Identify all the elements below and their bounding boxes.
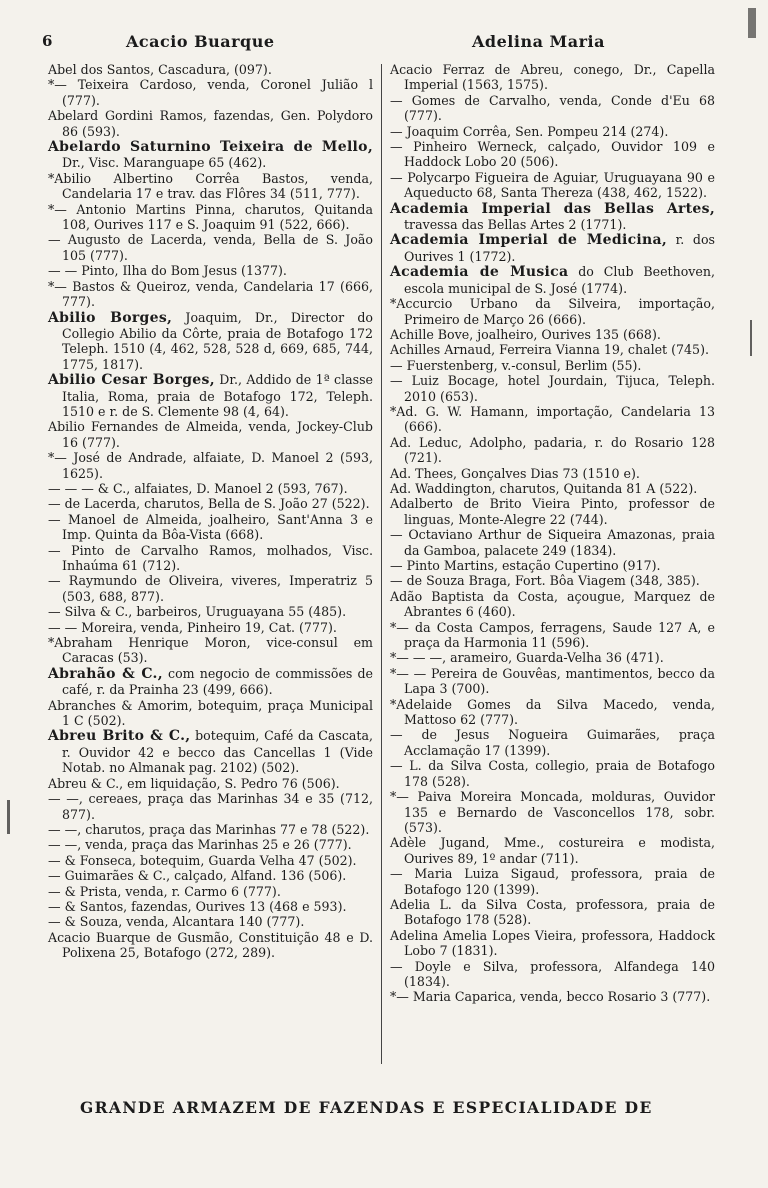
- entry-text: *— Teixeira Cardoso, venda, Coronel Julião l (777).: [48, 77, 373, 108]
- entry-text: Dr., Visc. Maranguape 65 (462).: [62, 155, 267, 171]
- entry-text: — Gomes de Carvalho, venda, Conde d'Eu 68 (777).: [390, 92, 715, 124]
- directory-entry: [390, 928, 715, 959]
- entry-text: Abilio Fernandes de Almeida, venda, Jockey-Club 16 (777).: [48, 419, 373, 450]
- column-divider: [381, 64, 382, 1064]
- entry-text: — de Souza Braga, Fort. Bôa Viagem (348, 385).: [390, 573, 700, 589]
- directory-entry: [48, 914, 373, 929]
- entry-text: com negocio de commissões de café, r. da Prainha 23 (499, 666).: [62, 665, 374, 698]
- entry-text: *Adelaide Gomes da Silva Macedo, venda, Mattoso 62 (777).: [390, 696, 715, 728]
- directory-entry: [48, 604, 373, 619]
- ink-mark: [7, 800, 10, 834]
- entry-text: — & Prista, venda, r. Carmo 6 (777).: [48, 883, 281, 899]
- entry-text: — Polycarpo Figueira de Aguiar, Uruguayana 90 e Aqueducto 68, Santa Thereza (438, 462, 1522).: [390, 169, 715, 201]
- directory-entry: [48, 791, 373, 822]
- entry-text: — Doyle e Silva, professora, Alfandega 140 (1834).: [390, 958, 715, 989]
- directory-entry: [390, 758, 715, 789]
- directory-entry: [390, 139, 715, 170]
- entry-text: — —, venda, praça das Marinhas 25 e 26 (777).: [48, 837, 352, 853]
- directory-entry: [390, 481, 715, 496]
- entry-text: — —, charutos, praça das Marinhas 77 e 78 (522).: [48, 821, 370, 837]
- entry-text: — de Lacerda, charutos, Bella de S. João 27 (522).: [48, 496, 370, 512]
- directory-entry: [48, 837, 373, 852]
- directory-entry: [390, 296, 715, 327]
- entry-text: Abreu & C., em liquidação, S. Pedro 76 (506).: [48, 775, 340, 791]
- entry-text: *Abilio Albertino Corrêa Bastos, venda, Candelaria 17 e trav. das Flôres 34 (511, 777).: [48, 170, 373, 202]
- directory-entry: [48, 77, 373, 108]
- directory-entry: [48, 698, 373, 729]
- entry-text: Abel dos Santos, Cascadura, (097).: [48, 62, 272, 77]
- entry-name-bold: Abilio Cesar Borges,: [48, 372, 215, 389]
- directory-entry: [48, 728, 373, 775]
- directory-entry: [390, 789, 715, 835]
- page-header: [42, 32, 728, 54]
- entry-text: Adelia L. da Silva Costa, professora, praia de Botafogo 178 (528).: [390, 896, 715, 928]
- entry-text: — — — & C., alfaiates, D. Manoel 2 (593, 767).: [48, 480, 348, 496]
- directory-entry: [390, 620, 715, 651]
- entry-text: *— Paiva Moreira Moncada, molduras, Ouvidor 135 e Bernardo de Vasconcellos 178, sobr. (573).: [390, 789, 715, 835]
- left-column: [48, 62, 373, 961]
- directory-entry: [48, 853, 373, 868]
- directory-entry: [390, 496, 715, 527]
- entry-text: Adèle Jugand, Mme., costureira e modista, Ourives 89, 1º andar (711).: [390, 835, 715, 866]
- directory-entry: [390, 866, 715, 897]
- directory-entry: [390, 373, 715, 404]
- directory-entry: [48, 481, 373, 496]
- entry-text: Ad. Leduc, Adolpho, padaria, r. do Rosario 128 (721).: [390, 434, 715, 466]
- entry-text: Abranches & Amorim, botequim, praça Municipal 1 C (502).: [48, 697, 373, 729]
- entry-text: — Silva & C., barbeiros, Uruguayana 55 (485).: [48, 604, 347, 620]
- directory-entry: [390, 897, 715, 928]
- entry-text: Acacio Ferraz de Abreu, conego, Dr., Capella Imperial (1563, 1575).: [390, 62, 715, 93]
- directory-entry: [390, 650, 715, 665]
- directory-entry: [48, 171, 373, 202]
- directory-entry: [48, 496, 373, 511]
- entry-text: — Augusto de Lacerda, venda, Bella de S. João 105 (777).: [48, 232, 373, 263]
- directory-entry: [48, 776, 373, 791]
- directory-entry: [390, 327, 715, 342]
- entry-text: — Octaviano Arthur de Siqueira Amazonas, praia da Gamboa, palacete 249 (1834).: [390, 527, 715, 558]
- entry-text: — Luiz Bocage, hotel Jourdain, Tijuca, Teleph. 2010 (653).: [390, 373, 715, 404]
- entry-text: travessa das Bellas Artes 2 (1771).: [404, 217, 627, 233]
- ink-mark: [750, 320, 752, 356]
- header-left-title: Acacio Buarque: [126, 32, 275, 51]
- directory-entry: [48, 232, 373, 263]
- directory-entry: [390, 170, 715, 201]
- entry-text: Abelard Gordini Ramos, fazendas, Gen. Polydoro 86 (593).: [48, 108, 373, 139]
- directory-entry: [390, 404, 715, 435]
- entry-text: *— — Pereira de Gouvêas, mantimentos, becco da Lapa 3 (700).: [390, 665, 715, 697]
- directory-entry: [48, 263, 373, 278]
- entry-text: — — Moreira, venda, Pinheiro 19, Cat. (777).: [48, 619, 337, 635]
- directory-entry: [390, 466, 715, 481]
- entry-text: — Pinto de Carvalho Ramos, molhados, Visc. Inhaúma 61 (712).: [48, 542, 373, 573]
- entry-name-bold: Academia Imperial das Bellas Artes,: [390, 200, 715, 217]
- right-column: [390, 62, 715, 1005]
- entry-text: *— José de Andrade, alfaiate, D. Manoel 2 (593, 1625).: [48, 450, 373, 481]
- ink-blot: [748, 8, 756, 38]
- entry-text: — de Jesus Nogueira Guimarães, praça Acclamação 17 (1399).: [390, 727, 715, 758]
- entry-text: *Ad. G. W. Hamann, importação, Candelaria 13 (666).: [390, 403, 715, 435]
- entry-text: — Pinheiro Werneck, calçado, Ouvidor 109 e Haddock Lobo 20 (506).: [390, 139, 715, 170]
- entry-text: do Club Beethoven, escola municipal de S. José (1774).: [404, 264, 715, 296]
- directory-entry: [390, 835, 715, 866]
- entry-text: *— Bastos & Queiroz, venda, Candelaria 17 (666, 777).: [48, 278, 373, 310]
- entry-text: Acacio Buarque de Gusmão, Constituição 48 e D. Polixena 25, Botafogo (272, 289).: [48, 929, 373, 961]
- directory-entry: [48, 419, 373, 450]
- directory-entry: [48, 666, 373, 698]
- entry-text: — Guimarães & C., calçado, Alfand. 136 (506).: [48, 868, 347, 884]
- entry-text: Adelina Amelia Lopes Vieira, professora, Haddock Lobo 7 (1831).: [390, 927, 715, 959]
- entry-text: Dr., Addido de 1ª classe Italia, Roma, praia de Botafogo 172, Teleph. 1510 e r. de S. Clemente 98 (4, 64).: [62, 372, 373, 419]
- directory-entry: [48, 279, 373, 310]
- directory-entry: [390, 342, 715, 357]
- entry-text: Adão Baptista da Costa, açougue, Marquez de Abrantes 6 (460).: [390, 588, 715, 620]
- directory-entry: [48, 635, 373, 666]
- entry-text: — Raymundo de Oliveira, viveres, Imperatriz 5 (503, 688, 877).: [48, 573, 373, 604]
- directory-entry: [48, 512, 373, 543]
- entry-text: — Maria Luiza Sigaud, professora, praia de Botafogo 120 (1399).: [390, 866, 715, 897]
- footer-banner: GRANDE ARMAZEM DE FAZENDAS E ESPECIALIDADE DE: [80, 1098, 653, 1117]
- directory-entry: [48, 450, 373, 481]
- directory-entry: [48, 202, 373, 233]
- entry-text: — & Souza, venda, Alcantara 140 (777).: [48, 914, 305, 930]
- entry-text: — —, cereaes, praça das Marinhas 34 e 35 (712, 877).: [48, 791, 373, 822]
- directory-entry: [390, 589, 715, 620]
- entry-text: botequim, Café da Cascata, r. Ouvidor 42 e becco das Cancellas 1 (Vide Notab. no Almanak pag. 2102) (502).: [62, 728, 373, 776]
- entry-name-bold: Abrahão & C.,: [48, 665, 163, 682]
- directory-entry: [390, 264, 715, 296]
- directory-entry: [48, 930, 373, 961]
- entry-text: — & Santos, fazendas, Ourives 13 (468 e 593).: [48, 898, 347, 914]
- entry-text: Ad. Thees, Gonçalves Dias 73 (1510 e).: [390, 465, 640, 481]
- directory-entry: [48, 868, 373, 883]
- directory-entry: [48, 899, 373, 914]
- page-number: 6: [42, 32, 53, 50]
- entry-name-bold: Abreu Brito & C.,: [48, 728, 191, 745]
- entry-text: — Joaquim Corrêa, Sen. Pompeu 214 (274).: [390, 123, 669, 139]
- entry-text: Adalberto de Brito Vieira Pinto, professor de linguas, Monte-Alegre 22 (744).: [390, 496, 715, 527]
- entry-name-bold: Abelardo Saturnino Teixeira de Mello,: [48, 139, 373, 156]
- entry-text: *— Maria Caparica, venda, becco Rosario 3 (777).: [390, 989, 711, 1005]
- entry-text: *— Antonio Martins Pinna, charutos, Quitanda 108, Ourives 117 e S. Joaquim 91 (522, 666).: [48, 201, 373, 233]
- directory-entry: [48, 108, 373, 139]
- directory-entry: [390, 558, 715, 573]
- entry-text: — Pinto Martins, estação Cupertino (917).: [390, 558, 661, 573]
- header-right-title: Adelina Maria: [472, 32, 605, 51]
- directory-entry: [48, 62, 373, 77]
- entry-text: *Accurcio Urbano da Silveira, importação, Primeiro de Março 26 (666).: [390, 296, 715, 327]
- directory-entry: [390, 666, 715, 697]
- entry-text: Achilles Arnaud, Ferreira Vianna 19, chalet (745).: [390, 342, 709, 358]
- directory-entry: [48, 139, 373, 171]
- entry-text: Achille Bove, joalheiro, Ourives 135 (668).: [390, 326, 661, 342]
- directory-entry: [390, 959, 715, 990]
- entry-text: *— — —, arameiro, Guarda-Velha 36 (471).: [390, 650, 664, 666]
- directory-entry: [390, 573, 715, 588]
- entry-name-bold: Abilio Borges,: [48, 309, 173, 326]
- entry-name-bold: Academia de Musica: [390, 264, 569, 281]
- directory-entry: [48, 310, 373, 373]
- entry-text: r. dos Ourives 1 (1772).: [404, 232, 715, 264]
- directory-entry: [390, 527, 715, 558]
- directory-entry: [390, 358, 715, 373]
- directory-entry: [390, 232, 715, 264]
- entry-text: — L. da Silva Costa, collegio, praia de Botafogo 178 (528).: [390, 758, 715, 789]
- entry-text: — Manoel de Almeida, joalheiro, Sant'Anna 3 e Imp. Quinta da Bôa-Vista (668).: [48, 511, 373, 543]
- directory-entry: [390, 727, 715, 758]
- entry-name-bold: Academia Imperial de Medicina,: [390, 232, 668, 249]
- directory-entry: [390, 989, 715, 1004]
- directory-entry: [390, 124, 715, 139]
- entry-text: *— da Costa Campos, ferragens, Saude 127 A, e praça da Harmonia 11 (596).: [390, 619, 715, 651]
- directory-entry: [390, 435, 715, 466]
- directory-entry: [390, 697, 715, 728]
- directory-entry: [48, 822, 373, 837]
- entry-text: — Fuerstenberg, v.-consul, Berlim (55).: [390, 357, 642, 373]
- entry-text: — & Fonseca, botequim, Guarda Velha 47 (502).: [48, 852, 357, 868]
- directory-entry: [48, 543, 373, 574]
- directory-entry: [390, 62, 715, 93]
- entry-text: Ad. Waddington, charutos, Quitanda 81 A (522).: [390, 480, 698, 496]
- directory-entry: [48, 884, 373, 899]
- directory-entry: [48, 573, 373, 604]
- directory-entry: [48, 620, 373, 635]
- entry-text: — — Pinto, Ilha do Bom Jesus (1377).: [48, 263, 287, 279]
- entry-text: Joaquim, Dr., Director do Collegio Abilio da Côrte, praia de Botafogo 172 Teleph. 1510 (4, 462, 528, 528 d, 669, 685, 744, 1775, 1817).: [62, 309, 373, 372]
- directory-entry: [390, 201, 715, 233]
- entry-text: *Abraham Henrique Moron, vice-consul em Caracas (53).: [48, 635, 373, 666]
- directory-entry: [48, 372, 373, 419]
- directory-entry: [390, 93, 715, 124]
